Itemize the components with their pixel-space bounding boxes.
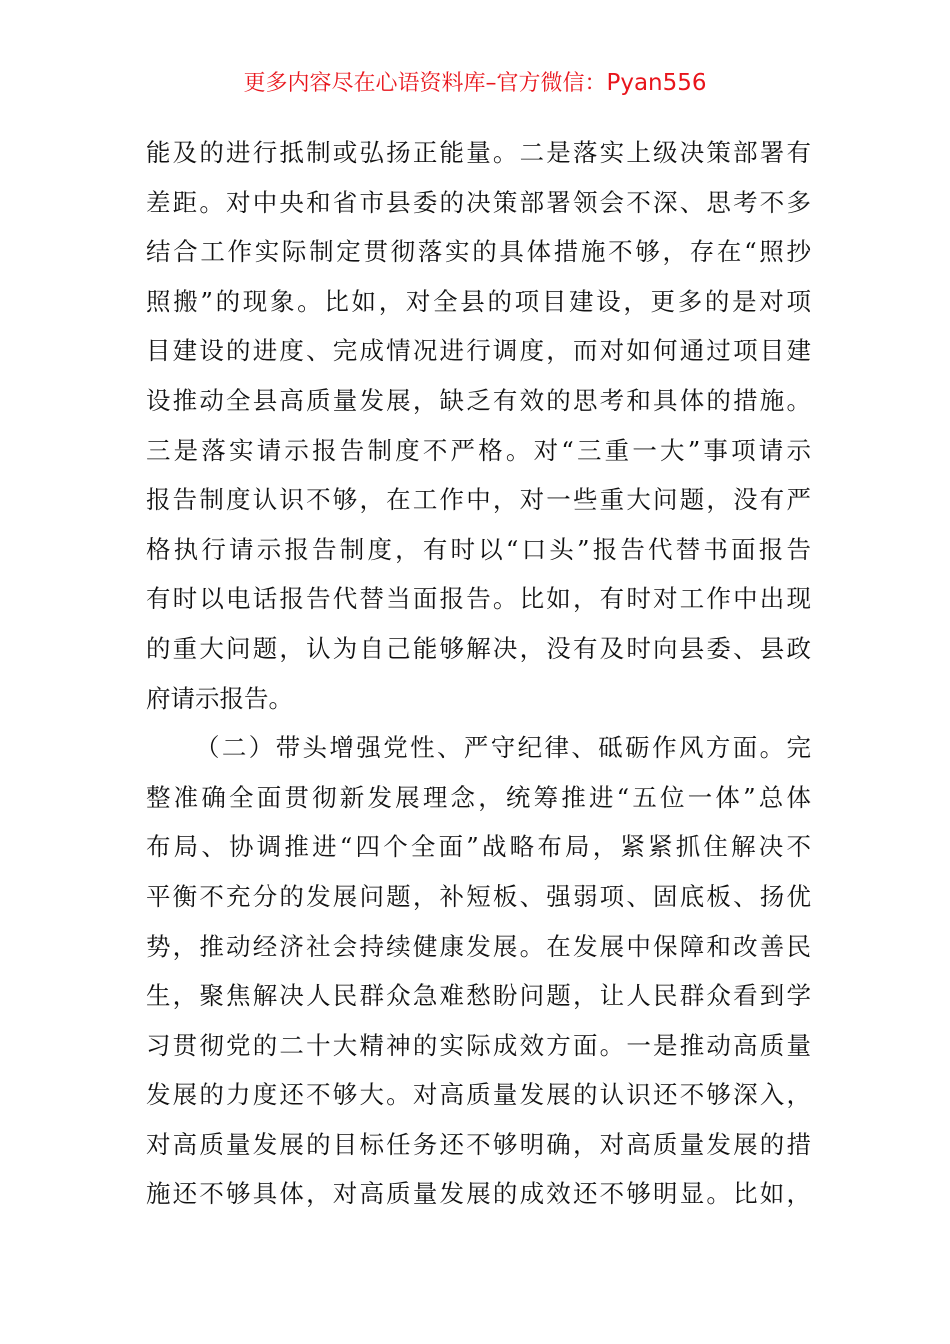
text-line: 布局、协调推进“四个全面”战略布局，紧紧抓住解决不 xyxy=(146,832,811,862)
text-line: 对高质量发展的目标任务还不够明确，对高质量发展的措 xyxy=(146,1129,811,1159)
text-line: 目建设的进度、完成情况进行调度，而对如何通过项目建 xyxy=(146,336,811,366)
text-line: 习贯彻党的二十大精神的实际成效方面。一是推动高质量 xyxy=(146,1030,811,1060)
text-line: 的重大问题，认为自己能够解决，没有及时向县委、县政 xyxy=(146,633,811,663)
text-line: 平衡不充分的发展问题，补短板、强弱项、固底板、扬优 xyxy=(146,881,811,911)
text-line: 差距。对中央和省市县委的决策部署领会不深、思考不多 xyxy=(146,187,811,217)
text-line: 结合工作实际制定贯彻落实的具体措施不够，存在“照抄 xyxy=(146,237,811,267)
text-line: 三是落实请示报告制度不严格。对“三重一大”事项请示 xyxy=(146,435,811,465)
text-line: 报告制度认识不够，在工作中，对一些重大问题，没有严 xyxy=(146,485,811,515)
text-line: 有时以电话报告代替当面报告。比如，有时对工作中出现 xyxy=(146,584,811,614)
text-line: 整准确全面贯彻新发展理念，统筹推进“五位一体”总体 xyxy=(146,782,811,812)
text-line: 府请示报告。 xyxy=(146,683,293,713)
text-line: 发展的力度还不够大。对高质量发展的认识还不够深入， xyxy=(146,1080,811,1110)
text-line: 施还不够具体，对高质量发展的成效还不够明显。比如， xyxy=(146,1179,811,1209)
watermark-banner xyxy=(0,66,950,101)
banner-chinese-text: 更多内容尽在心语资料库–官方微信： xyxy=(243,71,607,96)
text-line: 格执行请示报告制度，有时以“口头”报告代替书面报告 xyxy=(146,534,811,564)
section-heading-line: （二）带头增强党性、严守纪律、砥砺作风方面。完 xyxy=(195,733,811,763)
text-line: 生，聚焦解决人民群众急难愁盼问题，让人民群众看到学 xyxy=(146,981,811,1011)
text-line: 能及的进行抵制或弘扬正能量。二是落实上级决策部署有 xyxy=(146,138,811,167)
text-line: 设推动全县高质量发展，缺乏有效的思考和具体的措施。 xyxy=(146,385,811,415)
text-line: 照搬”的现象。比如，对全县的项目建设，更多的是对项 xyxy=(146,286,811,316)
document-body xyxy=(146,128,811,1219)
banner-wechat-id: Pyan556 xyxy=(606,70,707,96)
text-line: 势，推动经济社会持续健康发展。在发展中保障和改善民 xyxy=(146,931,811,961)
